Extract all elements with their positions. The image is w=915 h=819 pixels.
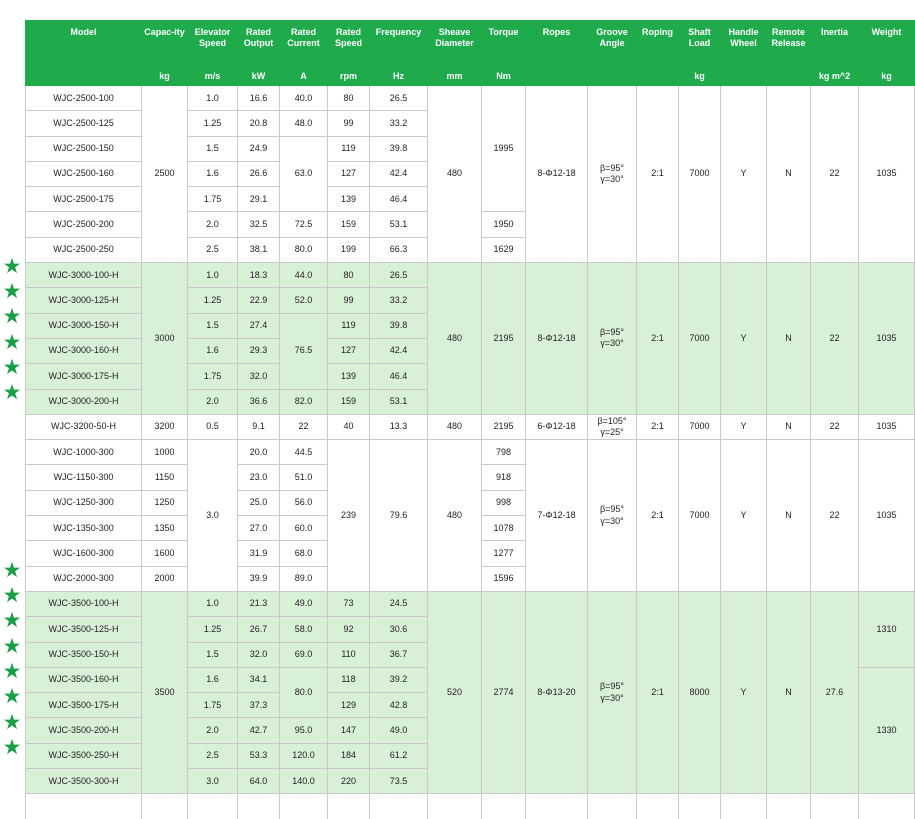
capacity-cell: 3500: [142, 591, 188, 793]
output-cell: 21.3: [238, 591, 280, 616]
torque-cell: 1277: [482, 541, 526, 566]
table-row: [26, 86, 915, 111]
torque-cell: 1629: [482, 237, 526, 262]
model-cell: WJC-2500-175: [26, 187, 142, 212]
sheave-cell: 520: [428, 591, 482, 793]
speed-cell: 1.6: [188, 161, 238, 186]
output-cell: 32.0: [238, 642, 280, 667]
ropes-cell: 7-Φ12-18: [526, 440, 588, 592]
table-row: [26, 440, 915, 465]
torque-cell: 2774: [482, 591, 526, 793]
speed-cell: 1.5: [188, 642, 238, 667]
torque-cell: 2195: [482, 414, 526, 439]
recommended-star-icon: ★: [2, 331, 22, 354]
rpm-cell: 99: [328, 111, 370, 136]
output-cell: 39.9: [238, 566, 280, 591]
recommended-star-icon: ★: [2, 635, 22, 658]
roping-cell: 2:1: [637, 263, 679, 415]
speed-cell: 2.5: [188, 237, 238, 262]
speed-cell: 1.75: [188, 364, 238, 389]
weight-cell: 1310: [859, 591, 915, 667]
rpm-cell: 139: [328, 364, 370, 389]
unit-row: [26, 68, 915, 86]
recommended-star-icon: ★: [2, 305, 22, 328]
table-row: [26, 414, 915, 439]
frequency-cell: 46.4: [370, 364, 428, 389]
col-unit: Hz: [370, 68, 428, 86]
col-unit: kg: [142, 68, 188, 86]
remote-release-cell: N: [767, 414, 811, 439]
inertia-cell: 22: [811, 414, 859, 439]
model-cell: WJC-3500-300-H: [26, 769, 142, 794]
torque-cell: 2195: [482, 263, 526, 415]
torque-cell: 1950: [482, 212, 526, 237]
current-cell: 69.0: [280, 642, 328, 667]
model-cell: WJC-2000-300: [26, 566, 142, 591]
model-cell: WJC-1000-300: [26, 440, 142, 465]
rpm-cell: 99: [328, 288, 370, 313]
col-unit: Nm: [482, 68, 526, 86]
ropes-cell: 8-Φ12-18: [526, 263, 588, 415]
col-header: Shaft Load: [679, 21, 721, 68]
col-header: Sheave Diameter: [428, 21, 482, 68]
frequency-cell: 39.2: [370, 667, 428, 692]
frequency-cell: 26.5: [370, 86, 428, 111]
capacity-cell: 1600: [142, 541, 188, 566]
speed-cell: 1.25: [188, 111, 238, 136]
current-cell: 80.0: [280, 237, 328, 262]
col-header: Weight: [859, 21, 915, 68]
model-cell: WJC-3000-175-H: [26, 364, 142, 389]
output-cell: 26.6: [238, 161, 280, 186]
handle-wheel-cell: Y: [721, 263, 767, 415]
shaft-load-cell: 8000: [679, 591, 721, 793]
torque-cell: 918: [482, 465, 526, 490]
recommended-star-icon: ★: [2, 356, 22, 379]
current-cell: 68.0: [280, 541, 328, 566]
shaft-load-cell: 7000: [679, 414, 721, 439]
frequency-cell: 24.5: [370, 591, 428, 616]
rpm-cell: 119: [328, 136, 370, 161]
output-cell: 18.3: [238, 263, 280, 288]
frequency-cell: 26.5: [370, 263, 428, 288]
weight-cell: 1035: [859, 414, 915, 439]
frequency-cell: 53.1: [370, 212, 428, 237]
shaft-load-cell: 7000: [679, 86, 721, 263]
speed-cell: 1.0: [188, 591, 238, 616]
current-cell: 51.0: [280, 465, 328, 490]
rpm-cell: 80: [328, 86, 370, 111]
output-cell: 36.6: [238, 389, 280, 414]
col-header: Capac-ity: [142, 21, 188, 68]
col-unit: [588, 68, 637, 86]
sheave-cell: 480: [428, 263, 482, 415]
frequency-cell: 46.4: [370, 187, 428, 212]
rpm-cell: 129: [328, 693, 370, 718]
model-cell: WJC-2500-125: [26, 111, 142, 136]
frequency-cell: 73.5: [370, 769, 428, 794]
col-header: Ropes: [526, 21, 588, 68]
col-header: Inertia: [811, 21, 859, 68]
capacity-cell: 1350: [142, 516, 188, 541]
speed-cell: 1.0: [188, 263, 238, 288]
output-cell: 64.0: [238, 769, 280, 794]
model-cell: WJC-1600-300: [26, 541, 142, 566]
shaft-load-cell: 7000: [679, 263, 721, 415]
rpm-cell: 139: [328, 187, 370, 212]
model-cell: WJC-3500-125-H: [26, 617, 142, 642]
capacity-cell: 3200: [142, 414, 188, 439]
handle-wheel-cell: Y: [721, 86, 767, 263]
weight-cell: 1035: [859, 86, 915, 263]
current-cell: 63.0: [280, 136, 328, 212]
frequency-cell: 39.8: [370, 136, 428, 161]
col-header: Roping: [637, 21, 679, 68]
inertia-cell: 22: [811, 440, 859, 592]
current-cell: 56.0: [280, 490, 328, 515]
recommended-star-icon: ★: [2, 711, 22, 734]
torque-cell: 1995: [482, 86, 526, 212]
model-cell: WJC-3000-200-H: [26, 389, 142, 414]
output-cell: 20.8: [238, 111, 280, 136]
col-unit: mm: [428, 68, 482, 86]
output-cell: 22.9: [238, 288, 280, 313]
rpm-cell: 73: [328, 591, 370, 616]
speed-cell: 1.0: [188, 86, 238, 111]
output-cell: 38.1: [238, 237, 280, 262]
model-cell: WJC-1350-300: [26, 516, 142, 541]
capacity-cell: 1250: [142, 490, 188, 515]
col-unit: kW: [238, 68, 280, 86]
recommended-star-icon: ★: [2, 609, 22, 632]
output-cell: 34.1: [238, 667, 280, 692]
frequency-cell: 61.2: [370, 743, 428, 768]
rpm-cell: 147: [328, 718, 370, 743]
rpm-cell: 239: [328, 440, 370, 592]
capacity-cell: 3000: [142, 263, 188, 415]
model-cell: WJC-3500-200-H: [26, 718, 142, 743]
col-unit: kg m^2: [811, 68, 859, 86]
rpm-cell: 199: [328, 237, 370, 262]
current-cell: 120.0: [280, 743, 328, 768]
col-unit: [526, 68, 588, 86]
current-cell: 72.5: [280, 212, 328, 237]
output-cell: 20.0: [238, 440, 280, 465]
speed-cell: 0.5: [188, 414, 238, 439]
speed-cell: 1.25: [188, 288, 238, 313]
model-cell: WJC-3500-175-H: [26, 693, 142, 718]
rpm-cell: 159: [328, 389, 370, 414]
frequency-cell: 49.0: [370, 718, 428, 743]
col-header: Groove Angle: [588, 21, 637, 68]
frequency-cell: 42.4: [370, 161, 428, 186]
sheave-cell: 480: [428, 440, 482, 592]
model-cell: WJC-3500-250-H: [26, 743, 142, 768]
shaft-load-cell: 7000: [679, 440, 721, 592]
torque-cell: 1078: [482, 516, 526, 541]
frequency-cell: 79.6: [370, 440, 428, 592]
model-cell: WJC-3500-160-H: [26, 667, 142, 692]
recommended-star-icon: ★: [2, 255, 22, 278]
speed-cell: 3.0: [188, 440, 238, 592]
output-cell: 9.1: [238, 414, 280, 439]
capacity-cell: 1150: [142, 465, 188, 490]
rpm-cell: 40: [328, 414, 370, 439]
current-cell: 22: [280, 414, 328, 439]
frequency-cell: 33.2: [370, 111, 428, 136]
weight-cell: 1035: [859, 263, 915, 415]
speed-cell: 3.0: [188, 769, 238, 794]
inertia-cell: 27.6: [811, 591, 859, 793]
motor-spec-table: [25, 20, 915, 819]
recommended-star-icon: ★: [2, 584, 22, 607]
output-cell: 27.4: [238, 313, 280, 338]
col-unit: kg: [859, 68, 915, 86]
roping-cell: 2:1: [637, 86, 679, 263]
recommended-star-icon: ★: [2, 559, 22, 582]
handle-wheel-cell: Y: [721, 440, 767, 592]
roping-cell: 2:1: [637, 414, 679, 439]
rpm-cell: 80: [328, 263, 370, 288]
current-cell: 58.0: [280, 617, 328, 642]
ropes-cell: 8-Φ12-18: [526, 86, 588, 263]
recommended-star-icon: ★: [2, 660, 22, 683]
output-cell: 29.3: [238, 338, 280, 363]
output-cell: 29.1: [238, 187, 280, 212]
speed-cell: 1.75: [188, 187, 238, 212]
remote-release-cell: N: [767, 86, 811, 263]
col-unit: m/s: [188, 68, 238, 86]
model-cell: WJC-2500-160: [26, 161, 142, 186]
torque-cell: 998: [482, 490, 526, 515]
rpm-cell: 220: [328, 769, 370, 794]
col-header: Model: [26, 21, 142, 68]
speed-cell: 1.25: [188, 617, 238, 642]
model-cell: WJC-3000-150-H: [26, 313, 142, 338]
output-cell: 32.5: [238, 212, 280, 237]
current-cell: 52.0: [280, 288, 328, 313]
frequency-cell: 39.8: [370, 313, 428, 338]
current-cell: 95.0: [280, 718, 328, 743]
col-unit: [767, 68, 811, 86]
current-cell: 49.0: [280, 591, 328, 616]
sheave-cell: 480: [428, 414, 482, 439]
rpm-cell: 184: [328, 743, 370, 768]
col-unit: [26, 68, 142, 86]
frequency-cell: 42.8: [370, 693, 428, 718]
model-cell: WJC-2500-200: [26, 212, 142, 237]
ropes-cell: 6-Φ12-18: [526, 414, 588, 439]
current-cell: 48.0: [280, 111, 328, 136]
speed-cell: 2.5: [188, 743, 238, 768]
model-cell: WJC-3500-150-H: [26, 642, 142, 667]
rpm-cell: 159: [328, 212, 370, 237]
col-unit: kg: [679, 68, 721, 86]
handle-wheel-cell: Y: [721, 591, 767, 793]
output-cell: 53.3: [238, 743, 280, 768]
speed-cell: 1.5: [188, 136, 238, 161]
col-header: Handle Wheel: [721, 21, 767, 68]
groove-cell: β=105° γ=25°: [588, 414, 637, 439]
output-cell: 23.0: [238, 465, 280, 490]
current-cell: 60.0: [280, 516, 328, 541]
speed-cell: 2.0: [188, 212, 238, 237]
rpm-cell: 127: [328, 338, 370, 363]
speed-cell: 2.0: [188, 718, 238, 743]
current-cell: 40.0: [280, 86, 328, 111]
rpm-cell: 119: [328, 313, 370, 338]
model-cell: WJC-2500-100: [26, 86, 142, 111]
groove-cell: β=95° γ=30°: [588, 591, 637, 793]
col-header: Elevator Speed: [188, 21, 238, 68]
speed-cell: 1.6: [188, 338, 238, 363]
speed-cell: 2.0: [188, 389, 238, 414]
table-row: [26, 263, 915, 288]
current-cell: 80.0: [280, 667, 328, 718]
col-header: Rated Output: [238, 21, 280, 68]
frequency-cell: 66.3: [370, 237, 428, 262]
frequency-cell: 30.6: [370, 617, 428, 642]
col-unit: [637, 68, 679, 86]
model-cell: WJC-1150-300: [26, 465, 142, 490]
current-cell: 76.5: [280, 313, 328, 389]
groove-cell: β=95° γ=30°: [588, 263, 637, 415]
model-cell: WJC-3500-100-H: [26, 591, 142, 616]
remote-release-cell: N: [767, 591, 811, 793]
current-cell: 89.0: [280, 566, 328, 591]
recommended-star-icon: ★: [2, 280, 22, 303]
weight-cell: 1330: [859, 667, 915, 793]
recommended-star-icon: ★: [2, 736, 22, 759]
output-cell: 26.7: [238, 617, 280, 642]
inertia-cell: 22: [811, 263, 859, 415]
frequency-cell: 36.7: [370, 642, 428, 667]
roping-cell: 2:1: [637, 591, 679, 793]
current-cell: 140.0: [280, 769, 328, 794]
model-cell: WJC-3000-160-H: [26, 338, 142, 363]
groove-cell: β=95° γ=30°: [588, 440, 637, 592]
frequency-cell: 53.1: [370, 389, 428, 414]
handle-wheel-cell: Y: [721, 414, 767, 439]
col-header: Torque: [482, 21, 526, 68]
model-cell: WJC-1250-300: [26, 490, 142, 515]
inertia-cell: 22: [811, 86, 859, 263]
col-header: Rated Current: [280, 21, 328, 68]
rpm-cell: 110: [328, 642, 370, 667]
output-cell: 27.0: [238, 516, 280, 541]
table-row: [26, 591, 915, 616]
ropes-cell: 8-Φ13-20: [526, 591, 588, 793]
rpm-cell: 118: [328, 667, 370, 692]
header-row: [26, 21, 915, 68]
current-cell: 82.0: [280, 389, 328, 414]
col-header: Rated Speed: [328, 21, 370, 68]
speed-cell: 1.5: [188, 313, 238, 338]
col-unit: rpm: [328, 68, 370, 86]
output-cell: 16.6: [238, 86, 280, 111]
current-cell: 44.0: [280, 263, 328, 288]
output-cell: 37.3: [238, 693, 280, 718]
frequency-cell: 33.2: [370, 288, 428, 313]
rpm-cell: 92: [328, 617, 370, 642]
remote-release-cell: N: [767, 440, 811, 592]
model-cell: WJC-2500-150: [26, 136, 142, 161]
torque-cell: 1596: [482, 566, 526, 591]
recommended-star-icon: ★: [2, 381, 22, 404]
frequency-cell: 13.3: [370, 414, 428, 439]
col-header: Remote Release: [767, 21, 811, 68]
capacity-cell: 2500: [142, 86, 188, 263]
model-cell: WJC-3200-50-H: [26, 414, 142, 439]
output-cell: 32.0: [238, 364, 280, 389]
capacity-cell: 1000: [142, 440, 188, 465]
output-cell: 24.9: [238, 136, 280, 161]
col-unit: A: [280, 68, 328, 86]
current-cell: 44.5: [280, 440, 328, 465]
torque-cell: 798: [482, 440, 526, 465]
model-cell: WJC-3000-100-H: [26, 263, 142, 288]
output-cell: 31.9: [238, 541, 280, 566]
roping-cell: 2:1: [637, 440, 679, 592]
remote-release-cell: N: [767, 263, 811, 415]
recommended-star-icon: ★: [2, 685, 22, 708]
output-cell: 25.0: [238, 490, 280, 515]
model-cell: WJC-3000-125-H: [26, 288, 142, 313]
speed-cell: 1.6: [188, 667, 238, 692]
table-row-partial: [26, 794, 915, 819]
frequency-cell: 42.4: [370, 338, 428, 363]
rpm-cell: 127: [328, 161, 370, 186]
sheave-cell: 480: [428, 86, 482, 263]
capacity-cell: 2000: [142, 566, 188, 591]
col-header: Frequency: [370, 21, 428, 68]
col-unit: [721, 68, 767, 86]
speed-cell: 1.75: [188, 693, 238, 718]
model-cell: WJC-2500-250: [26, 237, 142, 262]
groove-cell: β=95° γ=30°: [588, 86, 637, 263]
output-cell: 42.7: [238, 718, 280, 743]
weight-cell: 1035: [859, 440, 915, 592]
